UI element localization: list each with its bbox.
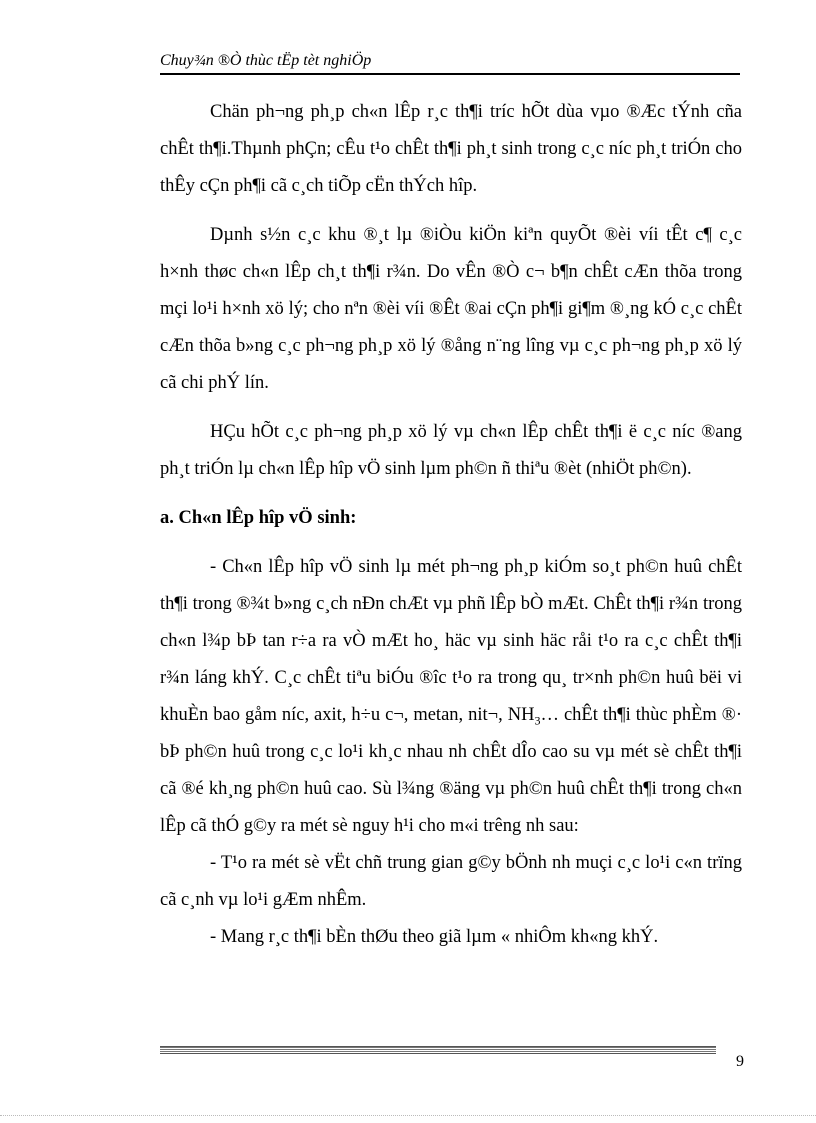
body-text: [160, 94, 742, 956]
subscript-3: 3: [534, 713, 541, 728]
paragraph-4-text: - Ch«n lÊp hîp vÖ sinh lµ mét ph¬ng ph¸p kiÓm so¸t ph©n huû chÊt th¶i trong ®¾t b»ng c¸ch nÐn chÆt vµ phñ lÊp bÒ mÆt. ChÊt th¶i r¾n trong ch«n l¾p bÞ tan r÷a ra vÒ mÆt ho¸ häc vµ sinh häc råi t¹o ra c¸c chÊt th¶i r¾n láng khÝ. C¸c chÊt tiªu biÓu ®îc t¹o ra trong qu¸ tr×nh ph©n huû bëi vi khuÈn bao gåm níc, axit, h÷u c¬, metan, nit¬, NH: [160, 557, 742, 725]
paragraph-4: [160, 549, 742, 845]
paragraph-3: HÇu hÕt c¸c ph¬ng ph¸p xö lý vµ ch«n lÊp chÊt th¶i ë c¸c níc ®ang ph¸t triÓn lµ ch«n lÊp hîp vÖ sinh lµm ph©n ñ thiªu ®èt (nhiÖt ph©n).: [160, 422, 742, 479]
paragraph-5: - T¹o ra mét sè vËt chñ trung gian g©y bÖnh nh muçi c¸c lo¹i c«n trïng cã c¸nh vµ lo¹i gÆm nhÊm.: [160, 853, 742, 910]
footer-rule: [160, 1046, 716, 1054]
paragraph-4-continued: … chÊt th¶i thùc phÈm ®· bÞ ph©n huû trong c¸c lo¹i kh¸c nhau nh chÊt dÎo cao su vµ mét sè chÊt th¶i cã ®é kh¸ng ph©n huû cao. Sù l¾ng ®äng vµ ph©n huû chÊt th¶i trong ch«n lÊp cã thÓ g©y ra mét sè nguy h¹i cho m«i trêng nh sau:: [160, 705, 742, 836]
page-number: 9: [736, 1053, 744, 1070]
running-header: Chuy¾n ®Ò thùc tËp tèt nghiÖp: [160, 50, 740, 75]
paragraph-1: Chän ph¬ng ph¸p ch«n lÊp r¸c th¶i tríc hÕt dùa vµo ®Æc tÝnh cña chÊt th¶i.Thµnh phÇn; cÊu t¹o chÊt th¶i ph¸t sinh trong c¸c níc ph¸t triÓn cho thÊy cÇn ph¶i cã c¸ch tiÕp cËn thÝch hîp.: [160, 102, 742, 196]
paragraph-6: - Mang r¸c th¶i bÈn thØu theo giã lµm « nhiÔm kh«ng khÝ.: [210, 927, 659, 947]
section-heading: a. Ch«n lÊp hîp vÖ sinh:: [160, 508, 357, 528]
paragraph-2: Dµnh s½n c¸c khu ®¸t lµ ®iÒu kiÖn kiªn quyÕt ®èi víi tÊt c¶ c¸c h×nh thøc ch«n lÊp ch¸t th¶i r¾n. Do vÊn ®Ò c¬ b¶n chÊt cÆn thõa trong mçi lo¹i h×nh xö lý; cho nªn ®èi víi ®Êt ®ai cÇn ph¶i gi¶m ®¸ng kÓ c¸c chÊt cÆn thõa b»ng c¸c ph¬ng ph¸p xö lý ®ång n¨ng lîng vµ c¸c ph¬ng ph¸p xö lý cã chi phÝ lín.: [160, 225, 742, 393]
page-edge-divider: [0, 1115, 816, 1117]
